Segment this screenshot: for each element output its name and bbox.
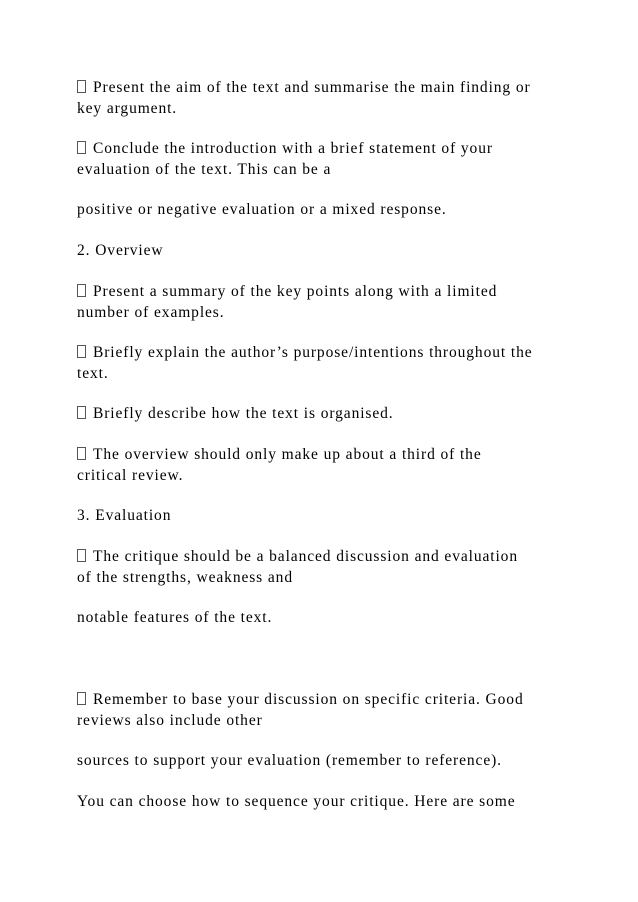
text-line [77, 445, 482, 465]
bullet-text: The critique should be a balanced discussion and evaluation [93, 548, 518, 565]
section-heading: 2. Overview [77, 242, 164, 259]
bullet-text: Present a summary of the key points along with a limited [93, 283, 498, 300]
bullet-glyph-icon [77, 692, 86, 705]
text-line [77, 343, 533, 363]
text-line: evaluation of the text. This can be a [77, 161, 332, 178]
text-line: text. [77, 365, 109, 382]
text-line [77, 690, 524, 710]
text-line [77, 78, 531, 98]
text-line: positive or negative evaluation or a mixed response. [77, 201, 447, 218]
bullet-text: Briefly explain the author’s purpose/intentions throughout the [93, 344, 533, 361]
text-line: notable features of the text. [77, 609, 273, 626]
bullet-glyph-icon [77, 80, 86, 93]
bullet-text: Briefly describe how the text is organised. [93, 405, 394, 422]
section-heading: 3. Evaluation [77, 507, 172, 524]
bullet-glyph-icon [77, 141, 86, 154]
bullet-glyph-icon [77, 447, 86, 460]
bullet-text: Conclude the introduction with a brief statement of your [93, 140, 493, 157]
text-line [77, 404, 394, 424]
bullet-text: Present the aim of the text and summarise the main finding or [93, 79, 531, 96]
bullet-text: The overview should only make up about a third of the [93, 446, 482, 463]
bullet-glyph-icon [77, 345, 86, 358]
bullet-glyph-icon [77, 406, 86, 419]
bullet-text: Remember to base your discussion on specific criteria. Good [93, 691, 524, 708]
text-line [77, 282, 497, 302]
text-line: key argument. [77, 100, 178, 117]
text-line: You can choose how to sequence your critique. Here are some [77, 793, 516, 810]
text-line [77, 547, 518, 567]
text-line: number of examples. [77, 304, 225, 321]
bullet-glyph-icon [77, 549, 86, 562]
text-line: sources to support your evaluation (remember to reference). [77, 752, 502, 769]
text-line: reviews also include other [77, 712, 263, 729]
text-line: of the strengths, weakness and [77, 569, 293, 586]
text-line: critical review. [77, 467, 184, 484]
text-line [77, 139, 493, 159]
bullet-glyph-icon [77, 284, 86, 297]
